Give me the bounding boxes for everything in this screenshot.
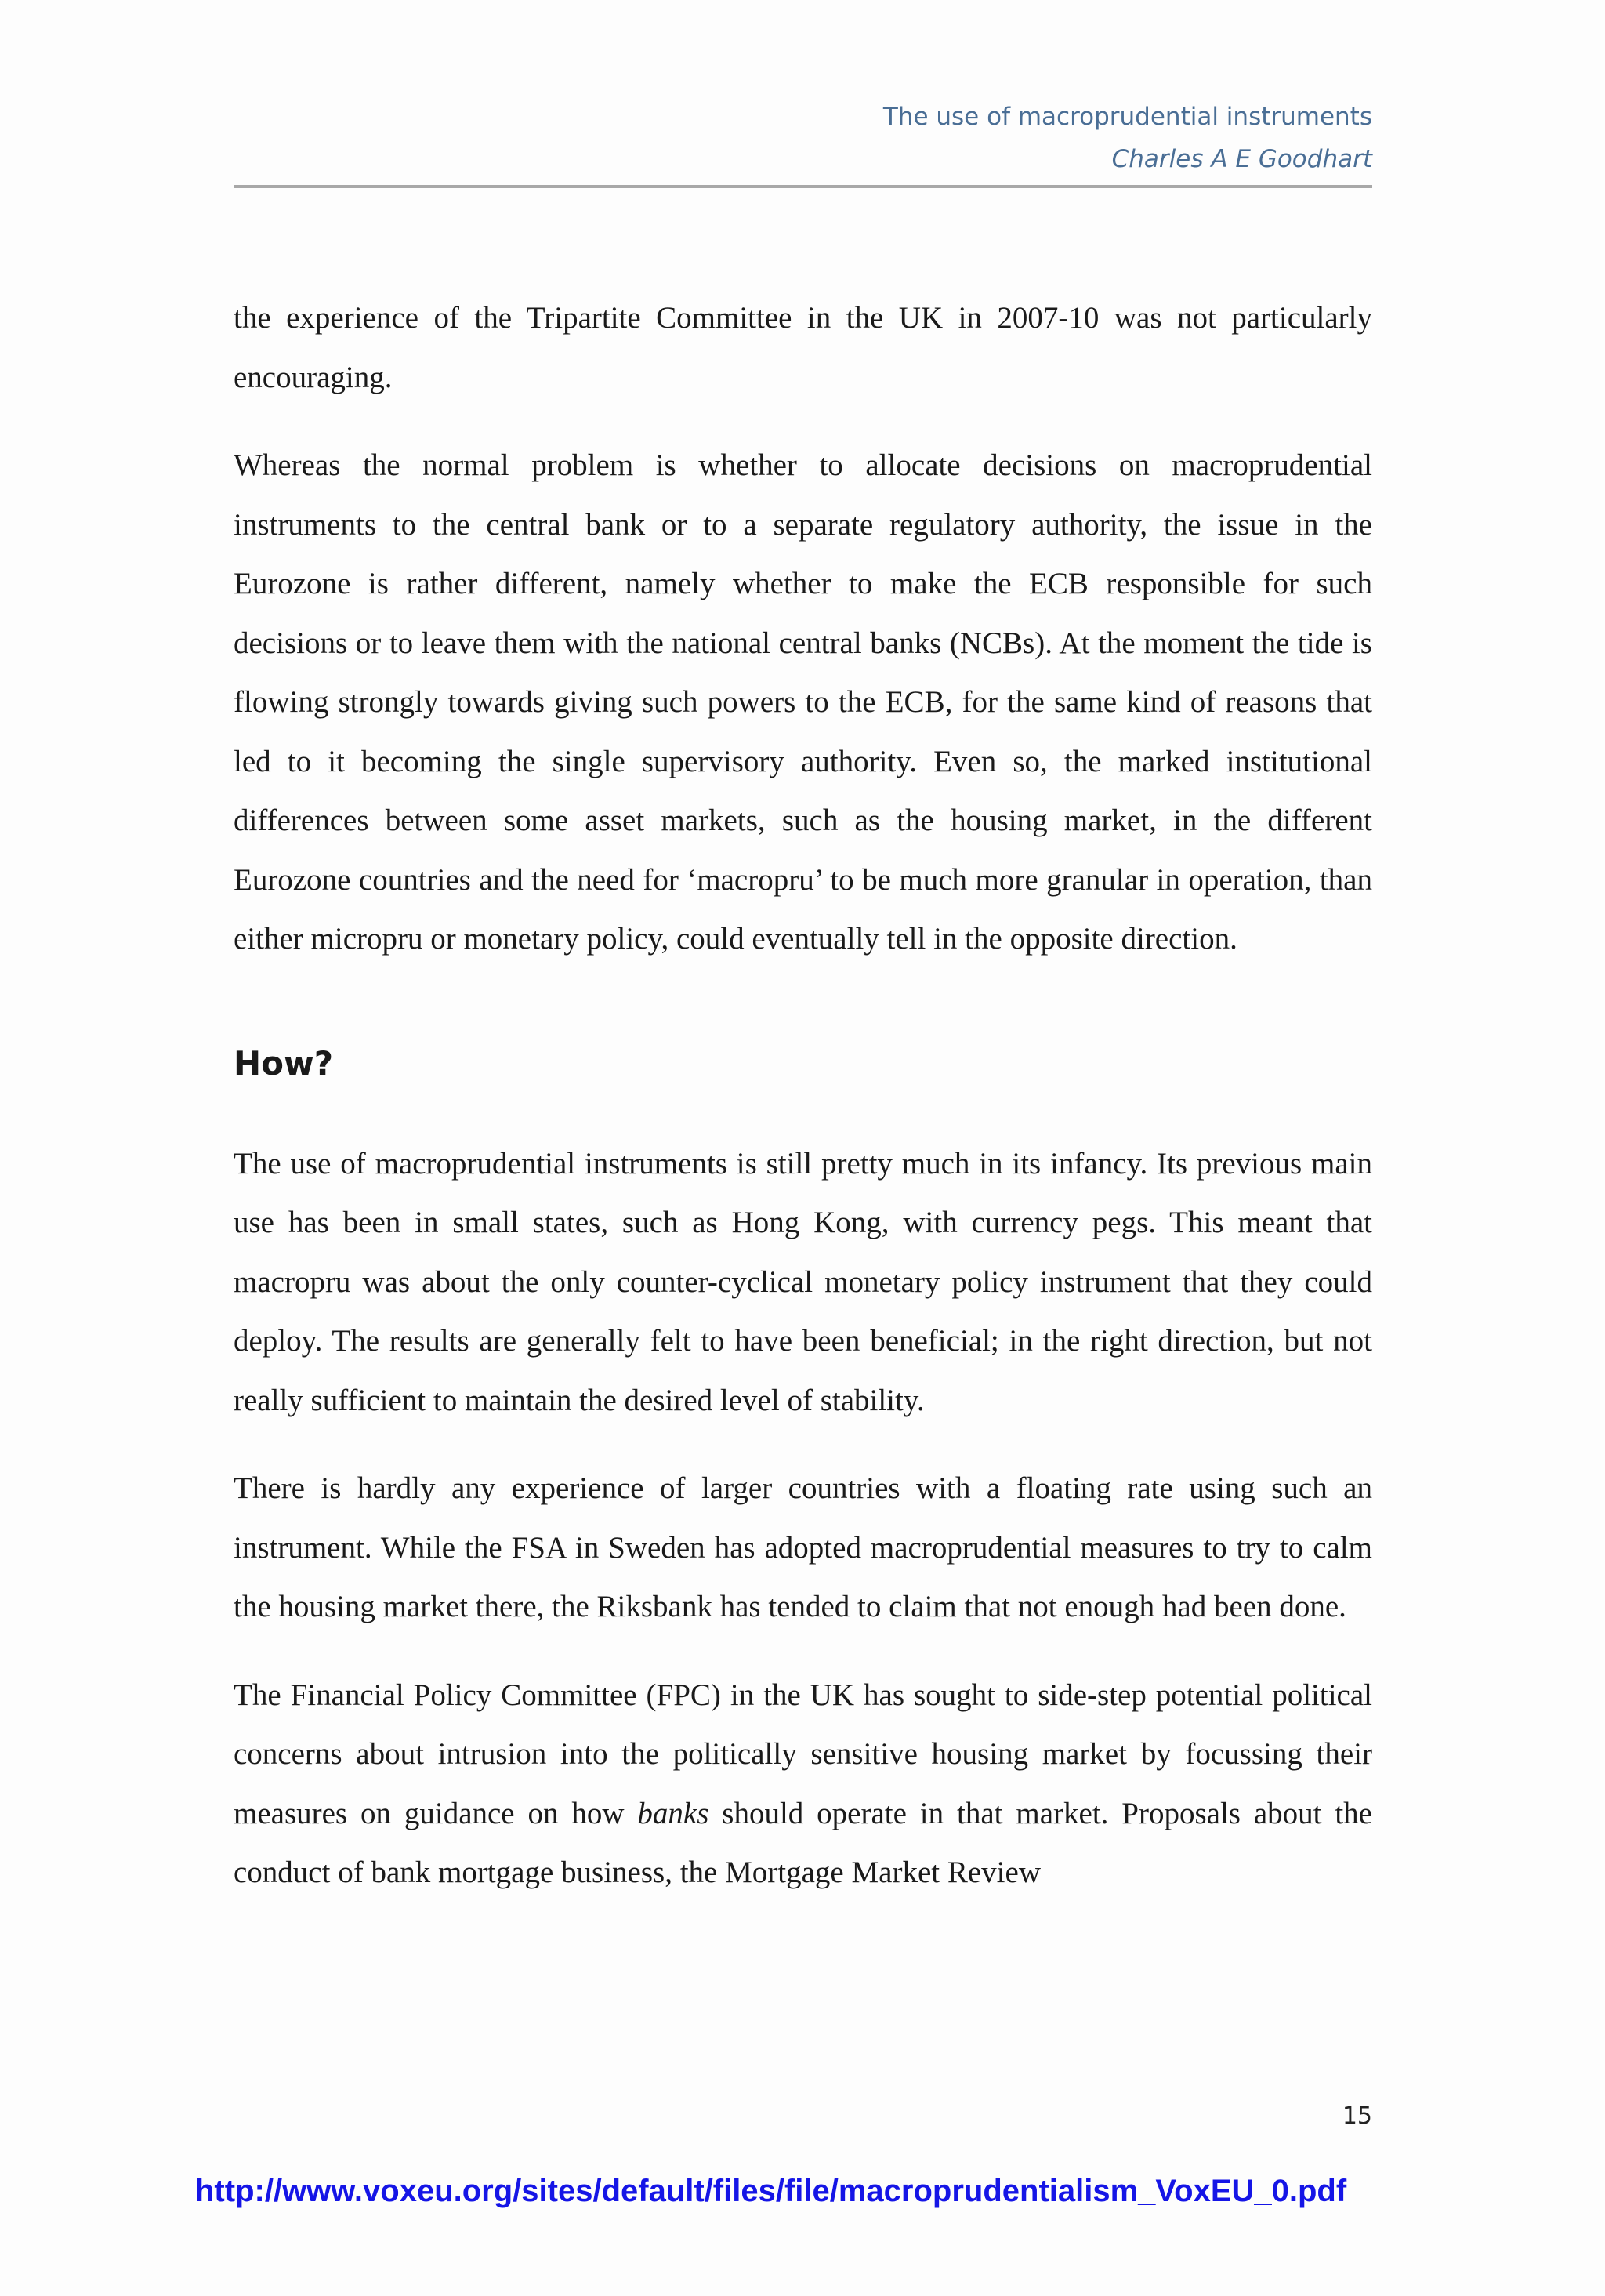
paragraph-2: Whereas the normal problem is whether to allocate decisions on macroprudential instruments to the central bank or to a separate regulatory authority, the issue in the Eurozone is rather different, namely whether to make the ECB responsible for such decisions or to leave them with the national central banks (NCBs). At the moment the tide is flowing strongly towards giving such powers to the ECB, for the same kind of reasons that led to it becoming the single supervisory authority. Even so, the marked institutional differences between some asset markets, such as the housing market, in the different Eurozone countries and the need for ‘macropru’ to be much more granular in operation, than either micropru or monetary policy, could eventually tell in the opposite direction. xyxy=(234,448,1372,956)
running-header xyxy=(883,96,1372,180)
body-text xyxy=(234,288,1372,1931)
section-heading: How? xyxy=(234,1043,334,1083)
paragraph-5-emphasis: banks xyxy=(637,1796,709,1830)
paragraph-5 xyxy=(234,1666,1372,1902)
header-author: Charles A E Goodhart xyxy=(1111,145,1372,173)
page-number: 15 xyxy=(1342,2102,1372,2130)
header-divider xyxy=(234,185,1372,188)
source-url-link[interactable]: http://www.voxeu.org/sites/default/files/file/macroprudentialism_VoxEU_0.pdf xyxy=(195,2174,1347,2208)
paragraph-1: the experience of the Tripartite Committee in the UK in 2007-10 was not particularly encouraging. xyxy=(234,301,1372,394)
paragraph-5-text-start: The Financial Policy Committee (FPC) in the UK has sought to side-step potential political concerns about intrusion into the politically sensitive housing market by focussing their measures on guidance on how xyxy=(234,1678,1372,1830)
header-title: The use of macroprudential instruments xyxy=(882,103,1372,131)
paragraph-5-text-end: should operate in that market. Proposals about the conduct of bank mortgage business, the Mortgage Market Review xyxy=(234,1796,1372,1889)
paragraph-4: There is hardly any experience of larger countries with a floating rate using such an instrument. While the FSA in Sweden has adopted macroprudential measures to try to calm the housing market there, the Riksbank has tended to claim that not enough had been done. xyxy=(234,1471,1372,1623)
paragraph-3: The use of macroprudential instruments is still pretty much in its infancy. Its previous main use has been in small states, such as Hong Kong, with currency pegs. This meant that macropru was about the only counter-cyclical monetary policy instrument that they could deploy. The results are generally felt to have been beneficial; in the right direction, but not really sufficient to maintain the desired level of stability. xyxy=(234,1146,1372,1417)
